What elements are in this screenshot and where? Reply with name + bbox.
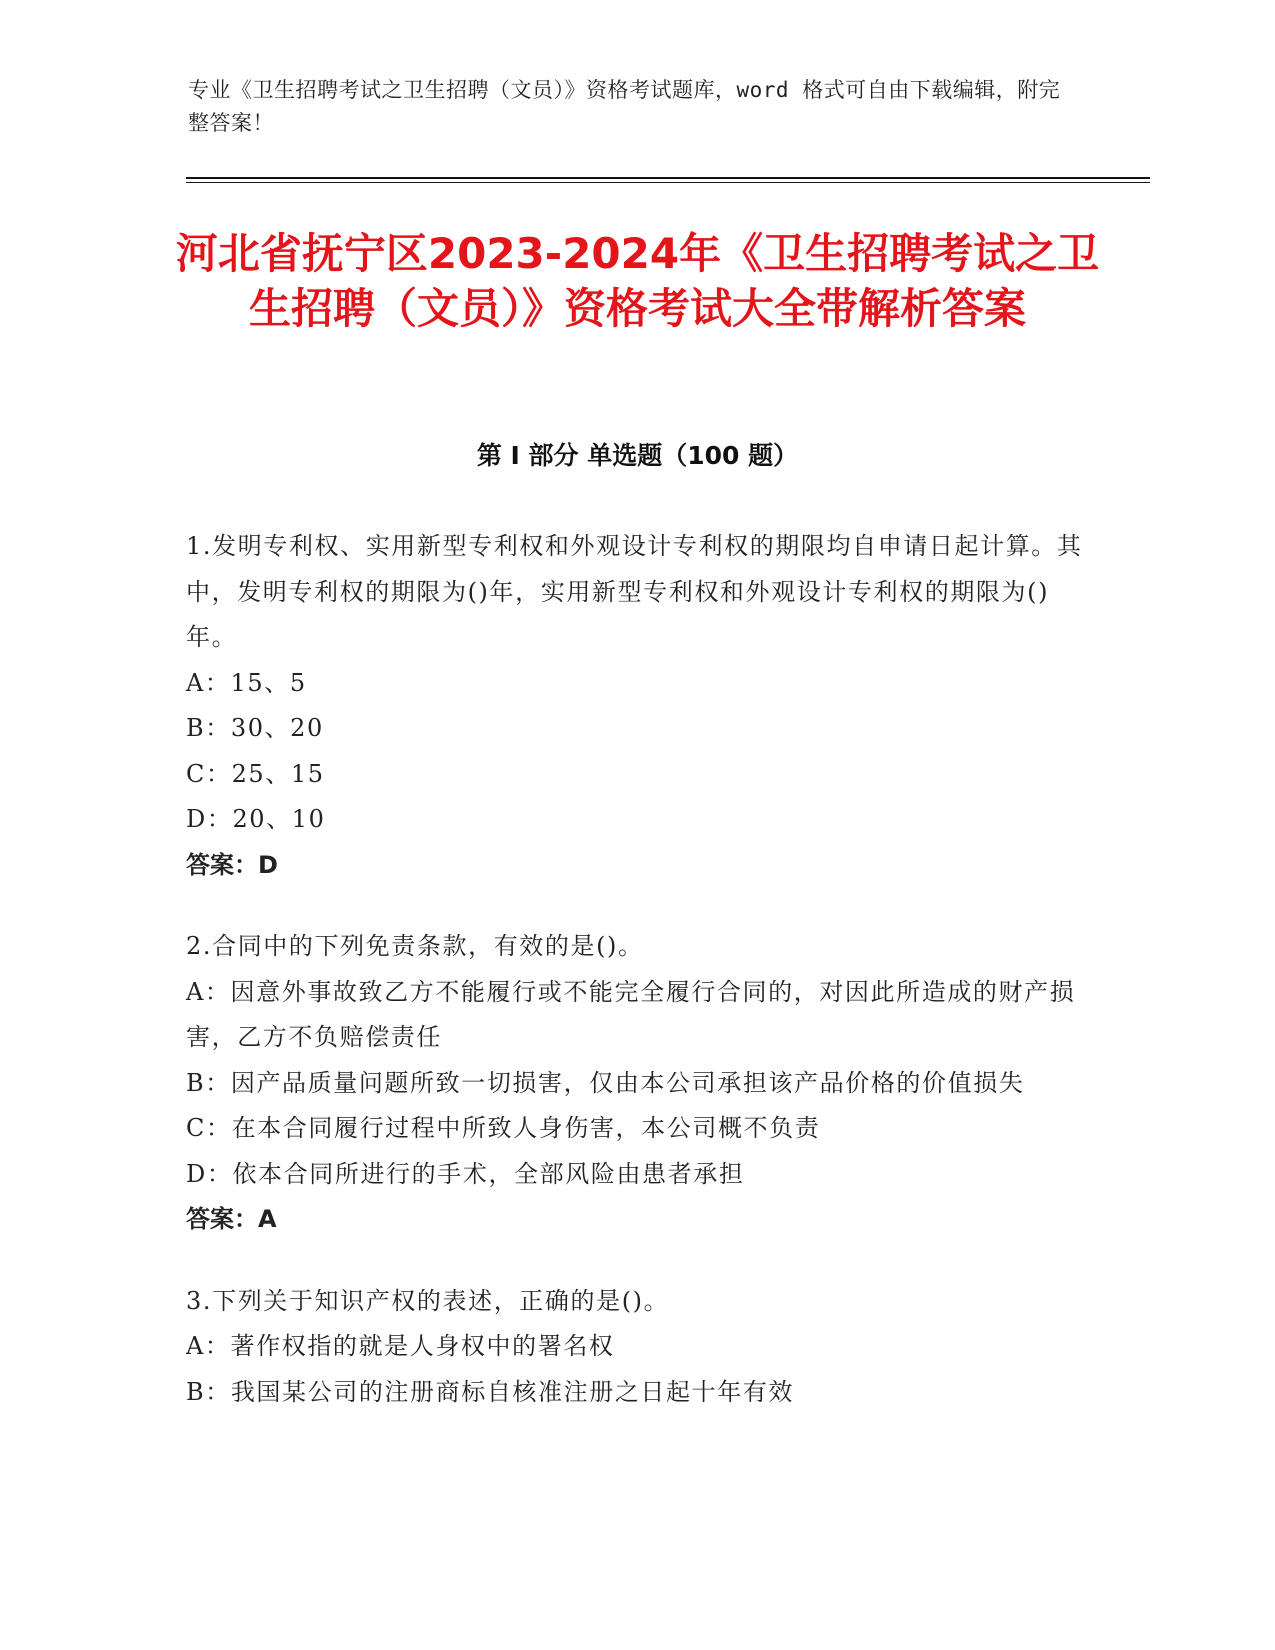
question-1 [186,524,1086,888]
option-a: A：15、5 [186,668,307,697]
section-title: 第 I 部分 单选题（100 题） [476,441,799,470]
option-c: C：25、15 [186,759,325,788]
document-title: 河北省抚宁区2023-2024年《卫生招聘考试之卫生招聘（文员）》资格考试大全带解析答案 [175,229,1100,333]
header-divider-thick [186,177,1150,179]
option-a: A：因意外事故致乙方不能履行或不能完全履行合同的，对因此所造成的财产损害，乙方不负赔偿责任 [186,977,1076,1051]
option-b: B：30、20 [186,714,324,742]
question-3 [186,1279,1086,1416]
question-stem: 2.合同中的下列免责条款，有效的是()。 [186,932,644,960]
option-a: A：著作权指的就是人身权中的署名权 [186,1332,615,1360]
option-d: D：依本合同所进行的手术，全部风险由患者承担 [186,1159,745,1188]
option-c: C：在本合同履行过程中所致人身伤害，本公司概不负责 [186,1114,821,1142]
header-note: 专业《卫生招聘考试之卫生招聘（文员）》资格考试题库，word 格式可自由下载编辑，附完整答案！ [188,78,1061,135]
question-stem: 3.下列关于知识产权的表述，正确的是()。 [186,1286,670,1315]
option-d: D：20、10 [186,805,326,833]
option-b: B：因产品质量问题所致一切损害，仅由本公司承担该产品价格的价值损失 [186,1068,1025,1097]
answer: 答案：D [186,850,278,879]
header-divider-thin [186,182,1150,183]
question-stem: 1.发明专利权、实用新型专利权和外观设计专利权的期限均自申请日起计算。其中，发明专利权的期限为()年，实用新型专利权和外观设计专利权的期限为()年。 [186,532,1083,651]
question-list [186,524,1086,1451]
option-b: B：我国某公司的注册商标自核准注册之日起十年有效 [186,1377,795,1406]
question-2 [186,924,1086,1243]
answer: 答案：A [186,1205,277,1233]
